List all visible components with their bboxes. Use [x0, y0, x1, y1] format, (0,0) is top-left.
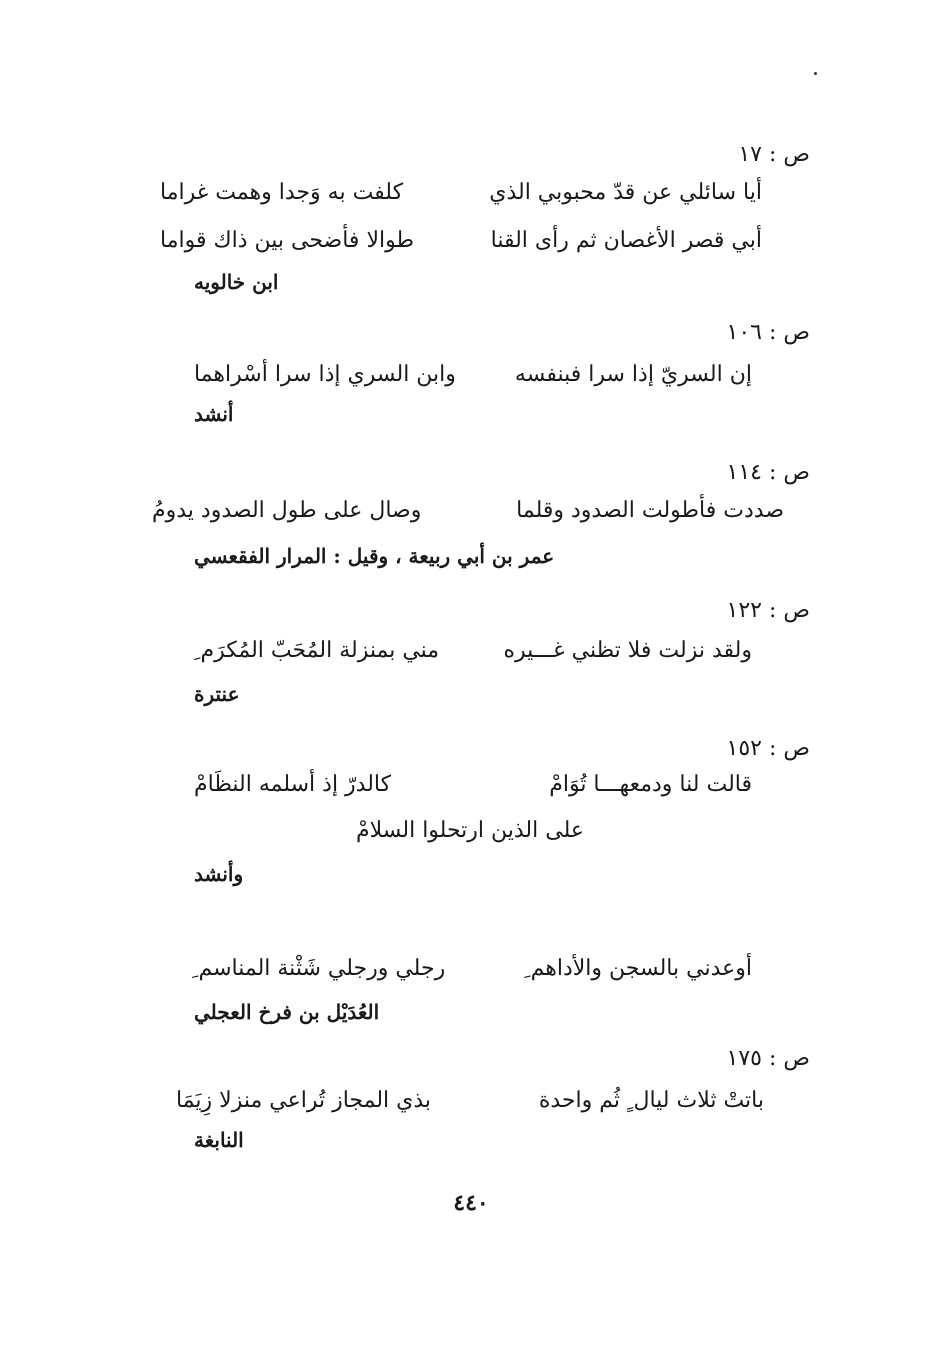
page-number: ٤٤٠	[453, 1190, 489, 1216]
verse-hemistich-right: أبي قصر الأغصان ثم رأى القنا	[490, 228, 762, 253]
poet-attribution: أنشد	[194, 402, 234, 426]
page-reference: ص : ١١٤	[726, 460, 810, 485]
verse-hemistich-left: بذي المجاز تُراعي منزلا زِيَمَا	[176, 1088, 432, 1113]
page-reference: ص : ١٧	[738, 142, 810, 167]
poet-attribution: ابن خالويه	[194, 270, 279, 294]
verse-hemistich-right: إن السريّ إذا سرا فبنفسه	[514, 362, 752, 387]
page-reference: ص : ١٠٦	[726, 320, 810, 345]
verse-hemistich-left: وابن السري إذا سرا أسْراهما	[194, 362, 456, 387]
poet-attribution: العُدَيْل بن فرخ العجلي	[194, 1000, 380, 1024]
verse-hemistich-right: ولقد نزلت فلا تظني غـــيره	[503, 638, 752, 663]
verse-hemistich-left: كالدرّ إذ أسلمه النظَامْ	[194, 772, 392, 797]
verse-hemistich-right: أوعدني بالسجن والأداهم ِ	[524, 956, 752, 981]
poet-attribution: عنترة	[194, 682, 240, 706]
verse-hemistich-left: مني بمنزلة المُحَبّ المُكرَم ِ	[194, 638, 440, 663]
verse-hemistich-left: طوالا فأضحى بين ذاك قواما	[160, 228, 414, 253]
poet-attribution: وأنشد	[194, 862, 244, 886]
verse-hemistich-right: صددت فأطولت الصدود وقلما	[516, 498, 784, 523]
verse-hemistich-right: باتتْ ثلاث ليال ٍ ثُم واحدة	[538, 1088, 764, 1113]
verse-hemistich-right: قالت لنا ودمعهـــا تُوَامْ	[549, 772, 752, 797]
verse-hemistich-left: رجلي ورجلي شَثْنة المناسم ِ	[192, 956, 446, 981]
poet-attribution: النابغة	[194, 1128, 244, 1152]
page-reference: ص : ١٢٢	[726, 598, 810, 623]
verse-line: على الذين ارتحلوا السلامْ	[356, 818, 584, 843]
page-reference: ص : ١٥٢	[726, 736, 810, 761]
verse-hemistich-left: كلفت به وَجدا وهمت غراما	[160, 180, 404, 205]
page-reference: ص : ١٧٥	[726, 1046, 810, 1071]
verse-hemistich-right: أيا سائلي عن قدّ محبوبي الذي	[489, 180, 762, 205]
poet-attribution: عمر بن أبي ربيعة ، وقيل : المرار الفقعسي	[194, 544, 555, 568]
verse-hemistich-left: وصال على طول الصدود يدومُ	[152, 498, 422, 523]
speck-mark	[814, 72, 817, 75]
